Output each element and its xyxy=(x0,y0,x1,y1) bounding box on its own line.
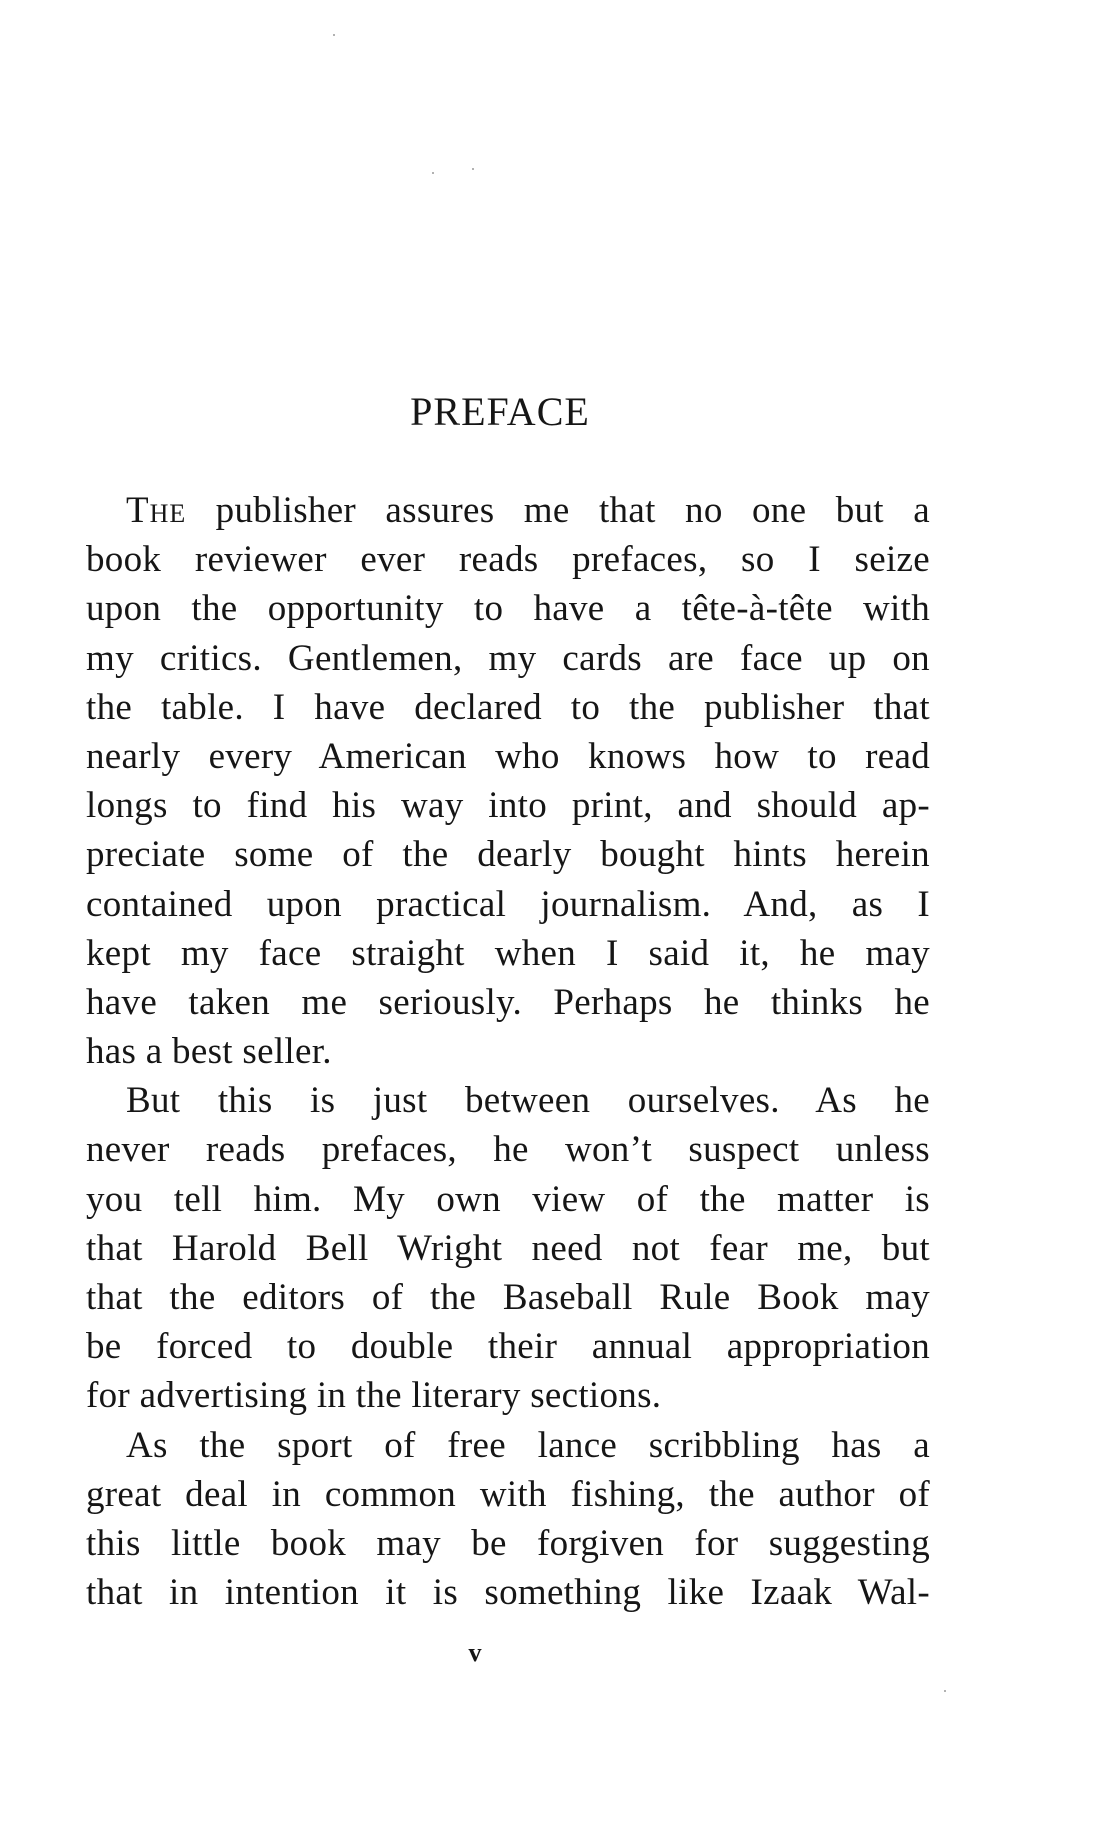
page-heading: PREFACE xyxy=(410,389,590,434)
text-line: my critics. Gentlemen, my cards are face up on xyxy=(86,637,930,679)
text-line: that the editors of the Baseball Rule Book may xyxy=(86,1277,930,1318)
text-line: longs to find his way into print, and should ap- xyxy=(86,785,930,827)
text-line: As the sport of free lance scribbling has a xyxy=(126,1424,930,1466)
text-line: The publisher assures me that no one but a xyxy=(126,490,930,531)
text-line: has a best seller. xyxy=(86,1031,332,1073)
paper-speck xyxy=(333,34,335,36)
text-line: great deal in common with fishing, the author of xyxy=(86,1473,930,1515)
text-line: be forced to double their annual appropriation xyxy=(86,1326,930,1368)
text-line: book reviewer ever reads prefaces, so I seize xyxy=(86,539,930,581)
text-line: contained upon practical journalism. And, as I xyxy=(86,883,930,925)
text-line: have taken me seriously. Perhaps he thinks he xyxy=(86,981,930,1023)
text-line: nearly every American who knows how to read xyxy=(86,735,930,777)
small-caps-lead: The xyxy=(126,490,187,531)
preface-body xyxy=(46,486,930,1617)
text-line: upon the opportunity to have a tête-à-tête with xyxy=(86,588,930,630)
text-line: that Harold Bell Wright need not fear me, but xyxy=(86,1227,930,1269)
paper-speck xyxy=(432,172,434,174)
paragraph-2 xyxy=(46,1076,930,1420)
paper-speck xyxy=(472,168,474,170)
text-line: that in intention it is something like Izaak Wal- xyxy=(86,1572,930,1614)
text-line: the table. I have declared to the publisher that xyxy=(86,686,930,728)
text-line: kept my face straight when I said it, he may xyxy=(86,932,930,974)
paragraph-3 xyxy=(46,1421,930,1618)
paper-speck xyxy=(944,1690,946,1692)
text-line: never reads prefaces, he won’t suspect unless xyxy=(86,1129,930,1171)
text-line: preciate some of the dearly bought hints herein xyxy=(86,834,930,876)
page-number: v xyxy=(468,1638,482,1667)
text-line: you tell him. My own view of the matter is xyxy=(86,1178,930,1220)
text-line: this little book may be forgiven for suggesting xyxy=(86,1522,930,1564)
text-line: for advertising in the literary sections. xyxy=(86,1375,662,1417)
text-line: But this is just between ourselves. As he xyxy=(126,1080,930,1122)
paragraph-1 xyxy=(46,486,930,1076)
